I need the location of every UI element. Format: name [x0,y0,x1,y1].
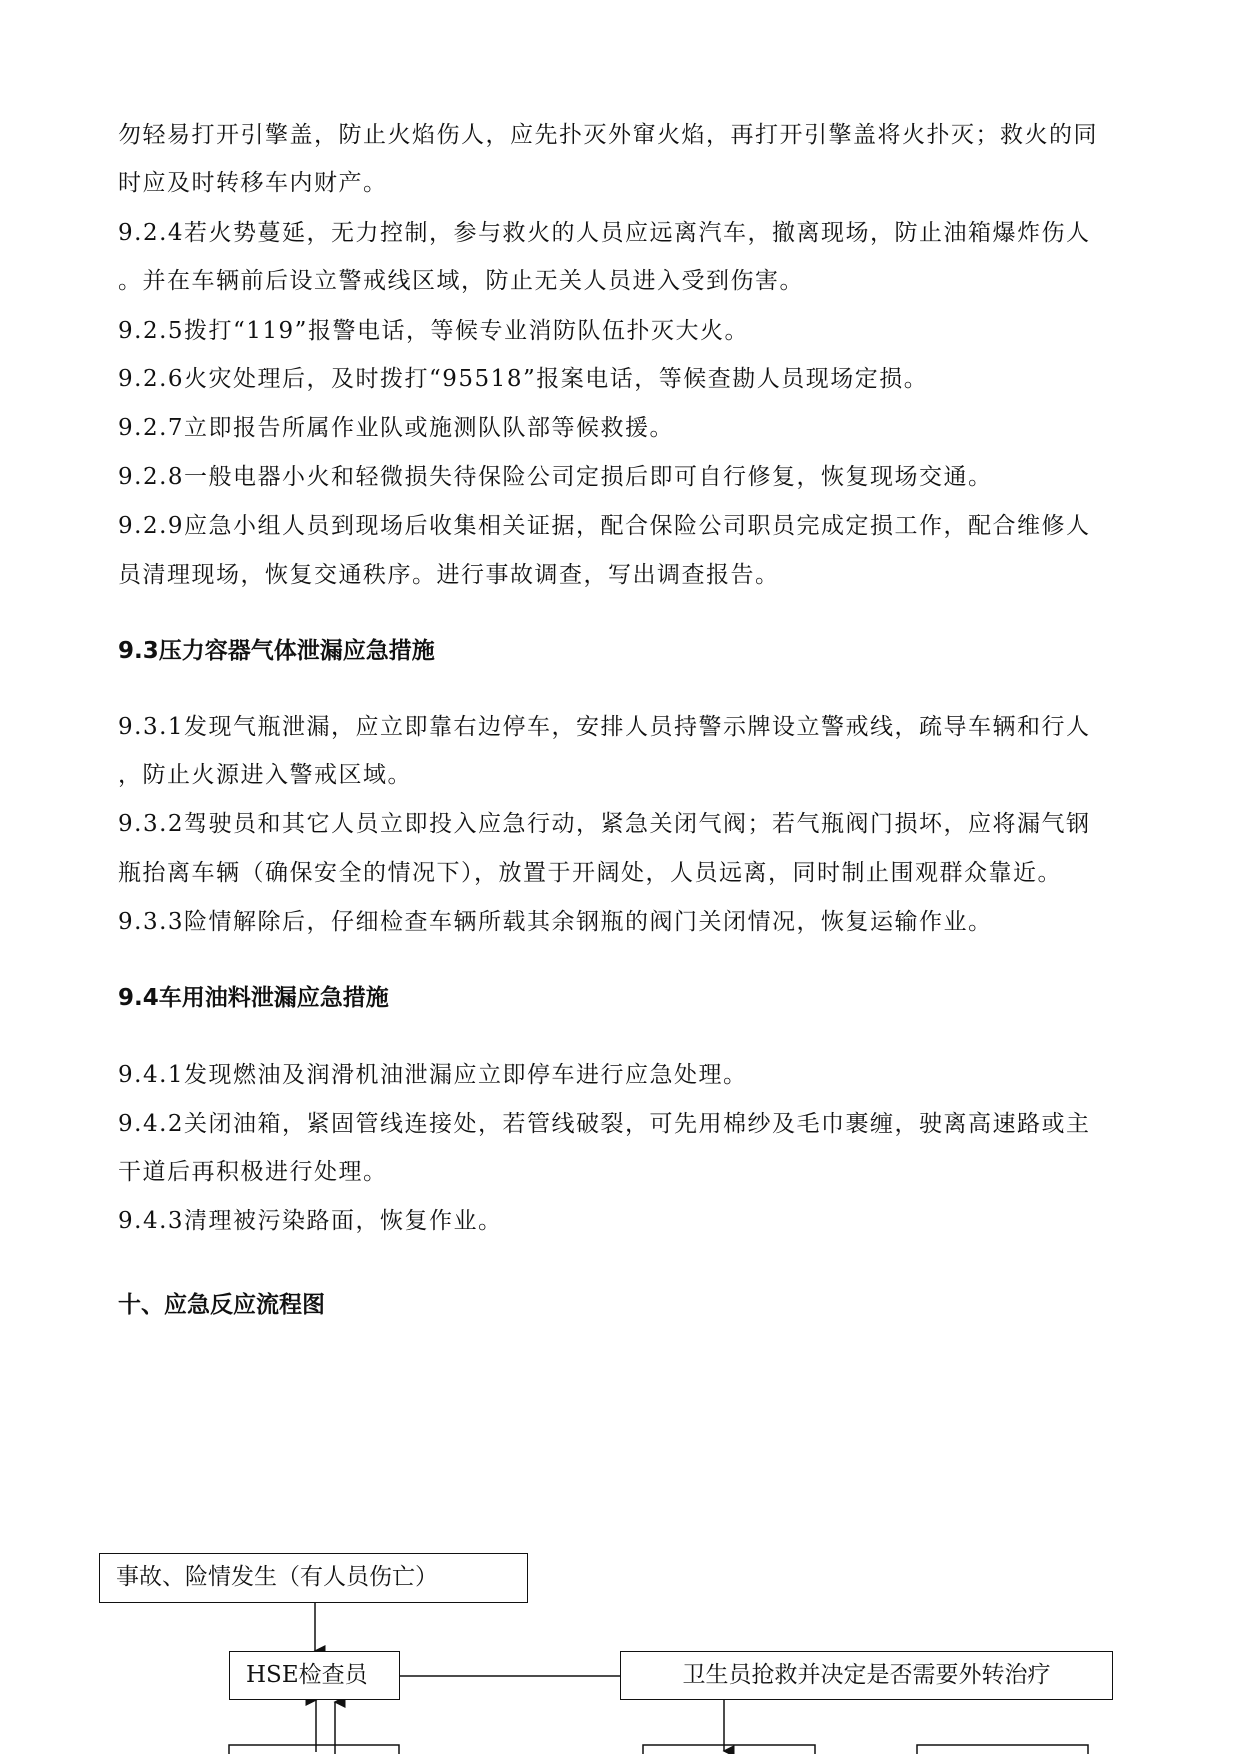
paragraph-line: 9.3.1发现气瓶泄漏，应立即靠右边停车，安排人员持警示牌设立警戒线，疏导车辆和行人 [118,714,1091,740]
paragraph-line: 9.2.8一般电器小火和轻微损失待保险公司定损后即可自行修复，恢复现场交通。 [118,464,993,490]
flow-box-partial-right [917,1745,1088,1754]
paragraph-line: 瓶抬离车辆（确保安全的情况下），放置于开阔处，人员远离，同时制止围观群众靠近。 [118,860,1062,886]
paragraph-line: 干道后再积极进行处理。 [118,1159,388,1185]
flow-box-incident: 事故、险情发生（有人员伤亡） [99,1553,528,1603]
paragraph-line: ，防止火源进入警戒区域。 [118,762,412,788]
section-heading-10: 十、应急反应流程图 [118,1292,325,1318]
paragraph-line: 9.3.2驾驶员和其它人员立即投入应急行动，紧急关闭气阀；若气瓶阀门损坏，应将漏气钢 [118,811,1091,837]
flow-box-medic: 卫生员抢救并决定是否需要外转治疗 [620,1651,1113,1700]
paragraph-line: 9.2.6火灾处理后，及时拨打“95518”报案电话，等候查勘人员现场定损。 [118,366,929,392]
paragraph-line: 9.4.3清理被污染路面，恢复作业。 [118,1208,503,1234]
paragraph-line: 9.2.5拨打“119”报警电话，等候专业消防队伍扑灭大火。 [118,318,749,344]
section-heading-9-4: 9.4车用油料泄漏应急措施 [118,985,389,1011]
paragraph-line: 员清理现场，恢复交通秩序。进行事故调查，写出调查报告。 [118,562,780,588]
section-heading-9-3: 9.3压力容器气体泄漏应急措施 [118,638,435,664]
paragraph-line: 。并在车辆前后设立警戒线区域，防止无关人员进入受到伤害。 [118,268,804,294]
paragraph-line: 9.3.3险情解除后，仔细检查车辆所载其余钢瓶的阀门关闭情况，恢复运输作业。 [118,909,993,935]
flow-box-partial-middle [643,1745,815,1754]
paragraph-line: 9.2.9应急小组人员到现场后收集相关证据，配合保险公司职员完成定损工作，配合维修人 [118,513,1091,539]
paragraph-line: 勿轻易打开引擎盖，防止火焰伤人，应先扑灭外窜火焰，再打开引擎盖将火扑灭；救火的同 [118,122,1098,148]
paragraph-line: 9.2.7立即报告所属作业队或施测队队部等候救援。 [118,415,675,441]
paragraph-line: 9.4.2关闭油箱，紧固管线连接处，若管线破裂，可先用棉纱及毛巾裹缠，驶离高速路或主 [118,1111,1091,1137]
paragraph-line: 9.2.4若火势蔓延，无力控制，参与救火的人员应远离汽车，撤离现场，防止油箱爆炸伤人 [118,220,1091,246]
paragraph-line: 时应及时转移车内财产。 [118,170,388,196]
flow-box-hse-inspector: HSE检查员 [229,1651,400,1700]
paragraph-line: 9.4.1发现燃油及润滑机油泄漏应立即停车进行应急处理。 [118,1062,748,1088]
flow-box-partial-left [229,1745,399,1754]
